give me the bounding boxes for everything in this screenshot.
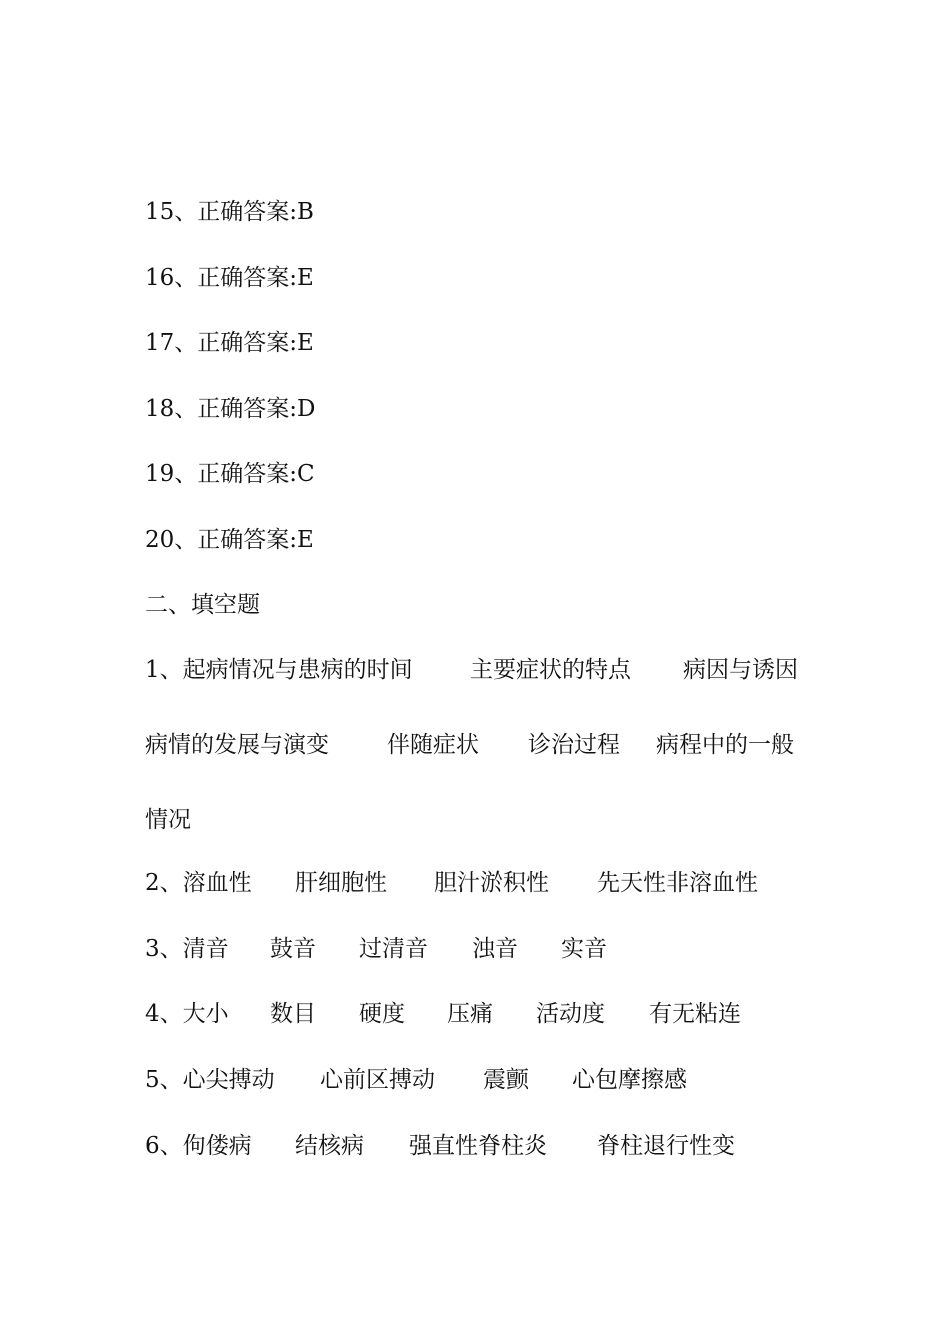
blank-answer: 胆汁淤积性 bbox=[434, 870, 549, 896]
blank-answer: 过清音 bbox=[359, 936, 428, 962]
blank-answer: 活动度 bbox=[536, 1001, 605, 1027]
blank-answer: 伴随症状 bbox=[387, 732, 479, 758]
blank-answer: 实音 bbox=[561, 936, 607, 962]
blank-answer: 压痛 bbox=[447, 1001, 493, 1027]
blank-answer: 4、大小 bbox=[145, 1001, 229, 1027]
answer-19: 19、正确答案:C bbox=[145, 461, 315, 487]
blank-answer: 有无粘连 bbox=[649, 1001, 741, 1027]
blank-answer: 3、清音 bbox=[145, 936, 229, 962]
answer-20: 20、正确答案:E bbox=[145, 527, 314, 553]
blank-answer: 震颤 bbox=[483, 1067, 529, 1093]
section-title: 二、填空题 bbox=[145, 592, 260, 618]
blank-answer: 5、心尖搏动 bbox=[145, 1067, 275, 1093]
blank-answer: 病因与诱因 bbox=[683, 657, 798, 683]
blank-answer: 主要症状的特点 bbox=[470, 657, 631, 683]
answer-16: 16、正确答案:E bbox=[145, 265, 314, 291]
blank-answer: 肝细胞性 bbox=[295, 870, 387, 896]
blank-answer: 硬度 bbox=[359, 1001, 405, 1027]
answer-15: 15、正确答案:B bbox=[145, 199, 314, 225]
blank-answer: 病情的发展与演变 bbox=[145, 732, 329, 758]
blank-answer: 病程中的一般 bbox=[656, 732, 794, 758]
blank-answer: 鼓音 bbox=[270, 936, 316, 962]
blank-answer: 2、溶血性 bbox=[145, 870, 252, 896]
answer-17: 17、正确答案:E bbox=[145, 330, 314, 356]
blank-answer: 数目 bbox=[270, 1001, 316, 1027]
blank-answer: 浊音 bbox=[472, 936, 518, 962]
fill-blank-1-line-3: 情况 bbox=[145, 807, 191, 833]
blank-answer: 1、起病情况与患病的时间 bbox=[145, 657, 413, 683]
blank-answer: 先天性非溶血性 bbox=[597, 870, 758, 896]
blank-answer: 心包摩擦感 bbox=[572, 1067, 687, 1093]
blank-answer: 结核病 bbox=[295, 1133, 364, 1159]
blank-answer: 脊柱退行性变 bbox=[597, 1133, 735, 1159]
blank-answer: 强直性脊柱炎 bbox=[409, 1133, 547, 1159]
blank-answer: 心前区搏动 bbox=[320, 1067, 435, 1093]
answer-18: 18、正确答案:D bbox=[145, 396, 316, 422]
blank-answer: 诊治过程 bbox=[528, 732, 620, 758]
blank-answer: 6、佝偻病 bbox=[145, 1133, 252, 1159]
